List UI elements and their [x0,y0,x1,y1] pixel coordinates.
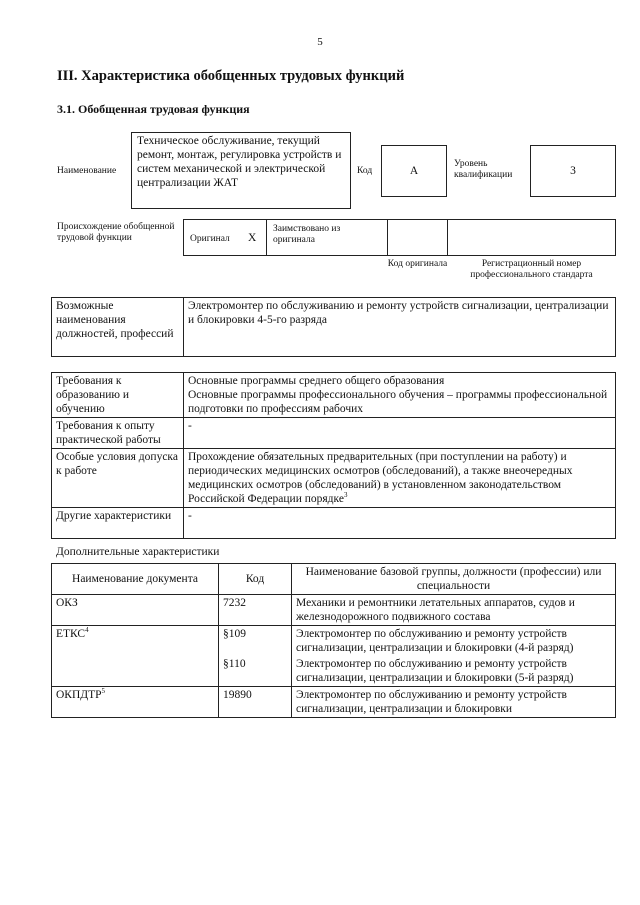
req-exp-value: - [184,418,616,449]
subsection-title: 3.1. Обобщенная трудовая функция [57,102,250,116]
row-code: §109 [219,626,292,657]
positions-label: Возможные наименования должностей, профессий [52,298,184,357]
gtf-level-box [530,145,616,197]
gtf-code-value: А [409,165,419,177]
req-special-label: Особые условия допуска к работе [52,449,184,508]
row-doc-footnote: 5 [101,687,106,696]
req-other-value: - [184,508,616,539]
table-row [52,687,616,718]
gtf-code-box [381,145,447,197]
req-special-value: Прохождение обязательных предварительных (при поступлении на работу) и периодических медицинских осмотров (обследований), а также внеочередных медицинских осмотров (обследований) в установленном законодательством Российской Федерации порядке [188,451,573,505]
borrowed-cell [266,219,388,256]
page-number: 5 [317,36,323,48]
origin-label: Происхождение обобщенной трудовой функции [57,222,175,243]
header-doc: Наименование документа [52,564,219,595]
name-label: Наименование [57,166,117,176]
gtf-name-value: Техническое обслуживание, текущий ремонт, монтаж, регулировка устройств и систем механической и электрической централизации ЖАТ [137,135,342,189]
original-cell [183,219,267,256]
orig-code-caption: Код оригинала [387,259,448,269]
table-row [52,595,616,626]
reg-number-cell [447,219,616,256]
gtf-level-value: 3 [570,165,576,177]
header-code: Код [219,564,292,595]
section-title: III. Характеристика обобщенных трудовых функций [57,68,405,84]
row-doc-footnote: 4 [85,626,89,635]
req-edu-value: Основные программы среднего общего образования Основные программы профессионального обучения – программы профессиональной подготовки по профессиям рабочих [184,373,616,418]
row-code: 19890 [219,687,292,718]
gtf-name-box [131,132,351,209]
header-name: Наименование базовой группы, должности (профессии) или специальности [292,564,616,595]
additional-table [51,563,616,718]
original-mark: Х [248,232,257,244]
row-name: Механики и ремонтники летательных аппаратов, судов и железнодорожного подвижного состава [292,595,616,626]
row-doc-cell [52,687,219,718]
row-name: Электромонтер по обслуживанию и ремонту устройств сигнализации, централизации и блокировки (4-й разряд) [292,626,616,657]
row-doc: ЕТКС [56,628,86,640]
row-doc: ОКЗ [52,595,219,626]
req-special-footnote: 3 [343,491,348,500]
requirements-table [51,372,616,539]
req-exp-label: Требования к опыту практической работы [52,418,184,449]
req-other-label: Другие характеристики [52,508,184,539]
req-special-cell [184,449,616,508]
original-label: Оригинал [190,234,230,244]
table-row [52,626,616,657]
additional-title: Дополнительные характеристики [56,546,220,558]
row-doc: ОКПДТР [56,689,102,701]
borrowed-label: Заимствовано из оригинала [273,224,341,245]
row-name: Электромонтер по обслуживанию и ремонту устройств сигнализации, централизации и блокировки (5-й разряд) [292,656,616,687]
code-label: Код [357,166,373,176]
row-code: §110 [219,656,292,687]
row-code: 7232 [219,595,292,626]
positions-table [51,297,616,357]
row-doc-cell [52,626,219,687]
reg-number-caption: Регистрационный номер профессионального стандарта [470,259,593,280]
row-name: Электромонтер по обслуживанию и ремонту устройств сигнализации, централизации и блокировки [292,687,616,718]
orig-code-cell [387,219,448,256]
level-label: Уровень квалификации [454,159,513,180]
positions-value: Электромонтер по обслуживанию и ремонту устройств сигнализации, централизации и блокировки 4-5-го разряда [184,298,616,357]
req-edu-label: Требования к образованию и обучению [52,373,184,418]
